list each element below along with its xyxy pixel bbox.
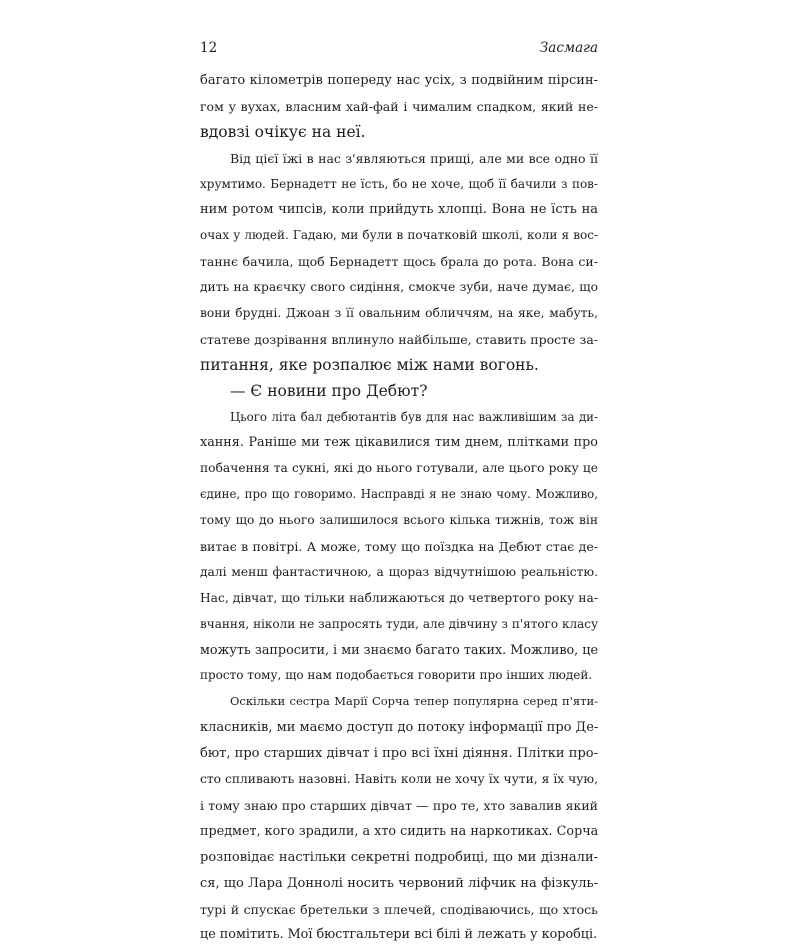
text-line: багато кілометрів попереду нас усіх, з подвійним пірсин- <box>200 73 598 88</box>
page-number: 12 <box>200 40 218 56</box>
text-line: — Є новини про Дебют? <box>230 381 428 400</box>
text-line: і тому знаю про старших дівчат — про те, хто завалив який <box>200 797 598 813</box>
text-line: вони брудні. Джоан з її овальним обличчям, на яке, мабуть, <box>200 306 598 321</box>
text-line: предмет, кого зрадили, а хто сидить на наркотиках. Сорча <box>200 823 598 839</box>
text-line: єдине, про що говоримо. Насправді я не знаю чому. Можливо, <box>200 487 598 502</box>
text-line: Від цієї їжі в нас з'являються прищі, але ми все одно її <box>230 150 598 166</box>
running-title: Засмага <box>539 40 598 56</box>
body-text <box>200 68 598 948</box>
text-line: сто спливають назовні. Навіть коли не хочу їх чути, я їх чую, <box>200 772 598 787</box>
text-line: побачення та сукні, які до нього готували, але цього року це <box>200 461 598 476</box>
text-line: турі й спускає бретельки з плечей, сподіваючись, що хтось <box>200 901 598 917</box>
text-line: класників, ми маємо доступ до потоку інформації про Де- <box>200 720 598 736</box>
text-line: гом у вухах, власним хай-фай і чималим спадком, який не- <box>200 98 598 114</box>
text-line: таннє бачила, щоб Бернадетт щось брала до рота. Вона си- <box>200 254 598 270</box>
text-line: просто тому, що нам подобається говорити про інших людей. <box>200 668 593 683</box>
text-line: далі менш фантастичною, а щораз відчутнішою реальністю. <box>200 564 598 579</box>
text-line: це помітить. Мої бюстгальтери всі білі й лежать у коробці. <box>200 927 598 943</box>
text-line: ним ротом чипсів, коли прийдуть хлопці. Вона не їсть на <box>200 202 598 218</box>
text-line: хання. Раніше ми теж цікавилися тим днем, плітками про <box>200 435 598 451</box>
text-line: вдовзі очікує на неї. <box>200 122 366 141</box>
text-line: тому що до нього залишилося всього кілька тижнів, тож він <box>200 513 598 528</box>
text-line: очах у людей. Гадаю, ми були в початковій школі, коли я вос- <box>200 228 598 243</box>
text-line: Оскільки сестра Марії Сорча тепер популярна серед п'яти- <box>230 694 598 709</box>
text-line: витає в повітрі. А може, тому що поїздка на Дебют стає де- <box>200 539 598 555</box>
text-line: хрумтимо. Бернадетт не їсть, бо не хоче, щоб її бачили з пов- <box>200 176 598 191</box>
text-line: Цього літа бал дебютантів був для нас важливішим за ди- <box>230 409 598 424</box>
text-line: ся, що Лара Доннолі носить червоний ліфчик на фізкуль- <box>200 875 598 891</box>
page-header <box>200 40 598 58</box>
text-line: розповідає настільки секретні подробиці, що ми дізнали- <box>200 849 598 865</box>
text-line: Нас, дівчат, що тільки наближаються до четвертого року на- <box>200 590 598 605</box>
text-line: вчання, ніколи не запросять туди, але дівчину з п'ятого класу <box>200 616 598 631</box>
text-line: статеве дозрівання вплинуло найбільше, ставить просте за- <box>200 331 598 347</box>
text-line: питання, яке розпалює між нами вогонь. <box>200 355 539 374</box>
text-line: можуть запросити, і ми знаємо багато таких. Можливо, це <box>200 642 598 658</box>
text-line: бют, про старших дівчат і про всі їхні діяння. Плітки про- <box>200 746 598 762</box>
text-line: дить на краєчку свого сидіння, смокче зуби, наче думає, що <box>200 280 598 295</box>
